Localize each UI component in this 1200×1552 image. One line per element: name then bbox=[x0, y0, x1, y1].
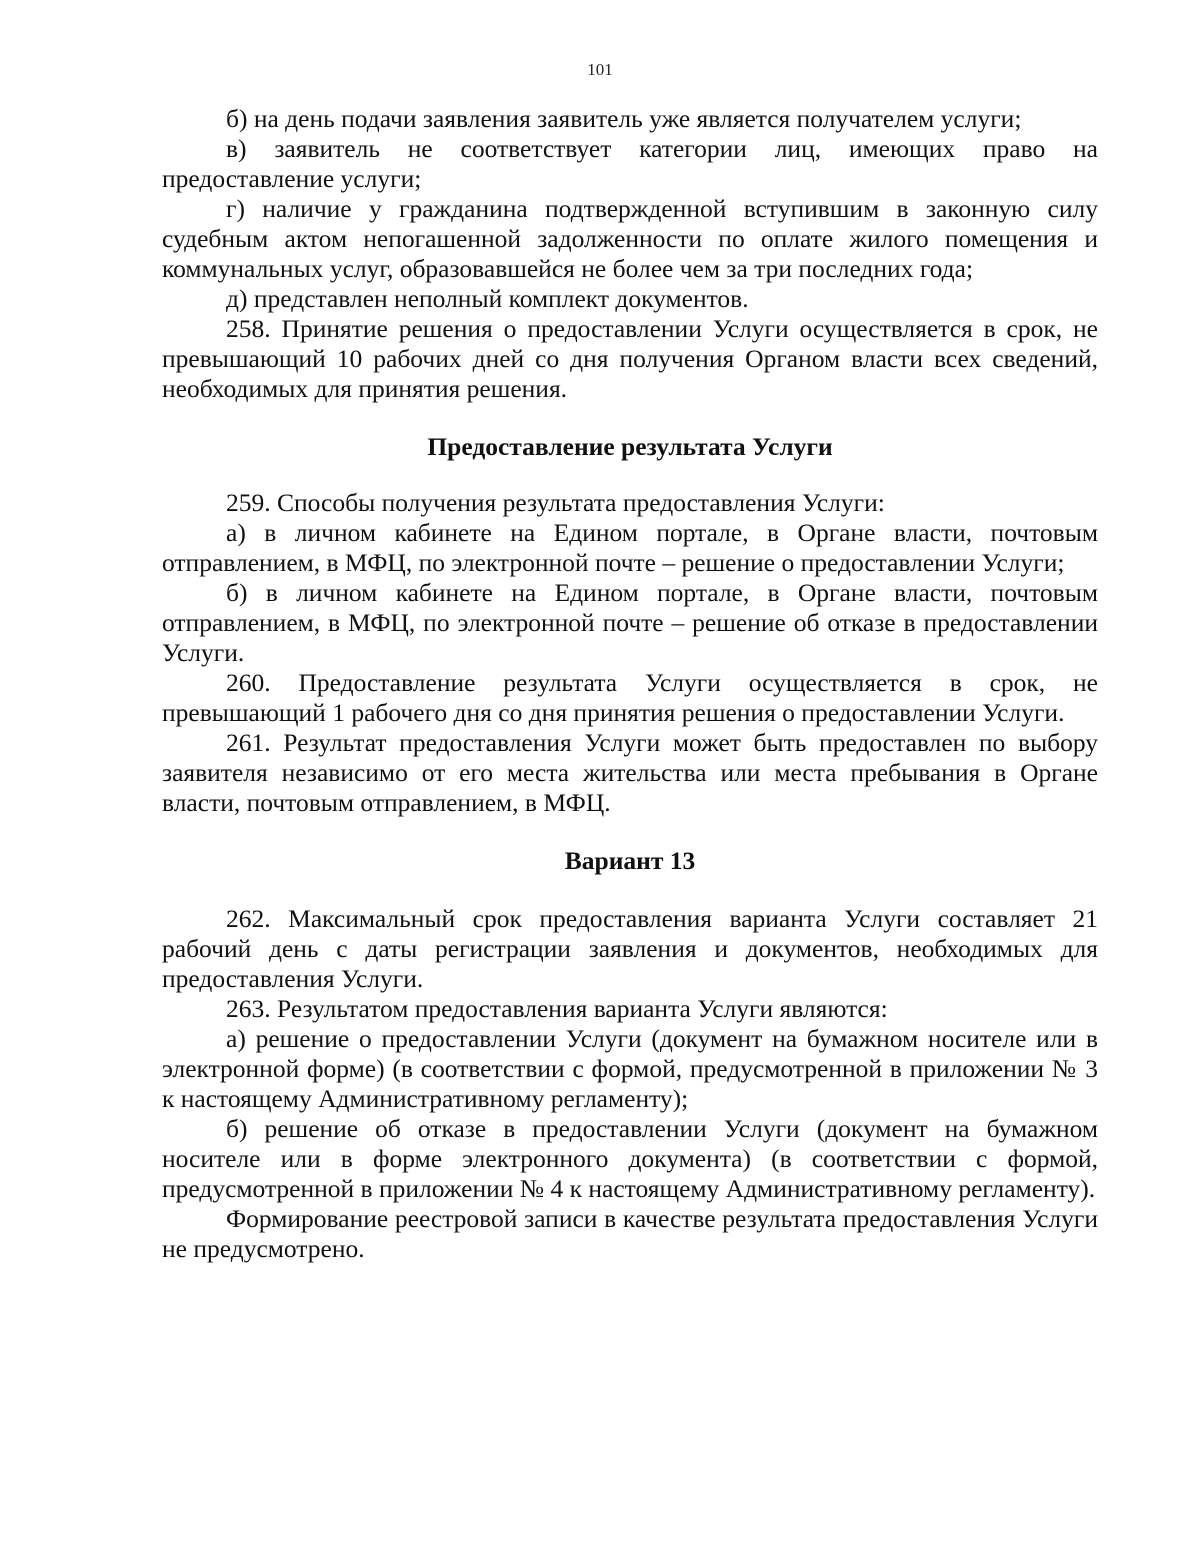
paragraph-259-ways-of-receiving: 259. Способы получения результата предоставления Услуги: bbox=[226, 488, 885, 517]
paragraph-263-a-positive-decision: а) решение о предоставлении Услуги (документ на бумажном носителе или в электронной форме) (в соответствии с формой, предусмотренной в приложении № 3 к настоящему Административному регламенту); bbox=[162, 1024, 1098, 1113]
paragraph-259-b-refusal-decision: б) в личном кабинете на Едином портале, в Органе власти, почтовым отправлением, в МФЦ, по электронной почте – решение об отказе в предоставлении Услуги. bbox=[162, 578, 1098, 667]
paragraph-261-choice-of-place: 261. Результат предоставления Услуги может быть предоставлен по выбору заявителя независимо от его места жительства или места пребывания в Органе власти, почтовым отправлением, в МФЦ. bbox=[162, 728, 1098, 817]
paragraph-registry-record: Формирование реестровой записи в качестве результата предоставления Услуги не предусмотрено. bbox=[162, 1204, 1098, 1263]
paragraph-263-results: 263. Результатом предоставления варианта Услуги являются: bbox=[226, 994, 888, 1023]
paragraph-258-decision-term: 258. Принятие решения о предоставлении Услуги осуществляется в срок, не превышающий 10 рабочих дней со дня получения Органом власти всех сведений, необходимых для принятия решения. bbox=[162, 314, 1098, 403]
paragraph-d-incomplete-documents: д) представлен неполный комплект документов. bbox=[226, 284, 749, 313]
paragraph-260-provision-term: 260. Предоставление результата Услуги осуществляется в срок, не превышающий 1 рабочего дня со дня принятия решения о предоставлении Услуги. bbox=[162, 668, 1098, 727]
document-body bbox=[162, 104, 1098, 1264]
paragraph-v-not-eligible-category: в) заявитель не соответствует категории лиц, имеющих право на предоставление услуги; bbox=[162, 134, 1098, 193]
section-heading-variant: Вариант 13 bbox=[564, 846, 696, 875]
paragraph-263-b-refusal-decision: б) решение об отказе в предоставлении Услуги (документ на бумажном носителе или в форме электронного документа) (в соответствии с формой, предусмотренной в приложении № 4 к настоящему Административному регламенту). bbox=[162, 1114, 1098, 1203]
paragraph-g-housing-debt: г) наличие у гражданина подтвержденной вступившим в законную силу судебным актом непогашенной задолженности по оплате жилого помещения и коммунальных услуг, образовавшейся не более чем за три последних года; bbox=[162, 194, 1098, 283]
paragraph-b-already-recipient: б) на день подачи заявления заявитель уже является получателем услуги; bbox=[226, 104, 1022, 133]
paragraph-262-max-term: 262. Максимальный срок предоставления варианта Услуги составляет 21 рабочий день с даты регистрации заявления и документов, необходимых для предоставления Услуги. bbox=[162, 904, 1098, 993]
section-heading-result: Предоставление результата Услуги bbox=[427, 432, 833, 461]
page-number: 101 bbox=[587, 60, 613, 79]
paragraph-259-a-positive-decision: а) в личном кабинете на Едином портале, в Органе власти, почтовым отправлением, в МФЦ, по электронной почте – решение о предоставлении Услуги; bbox=[162, 518, 1098, 577]
